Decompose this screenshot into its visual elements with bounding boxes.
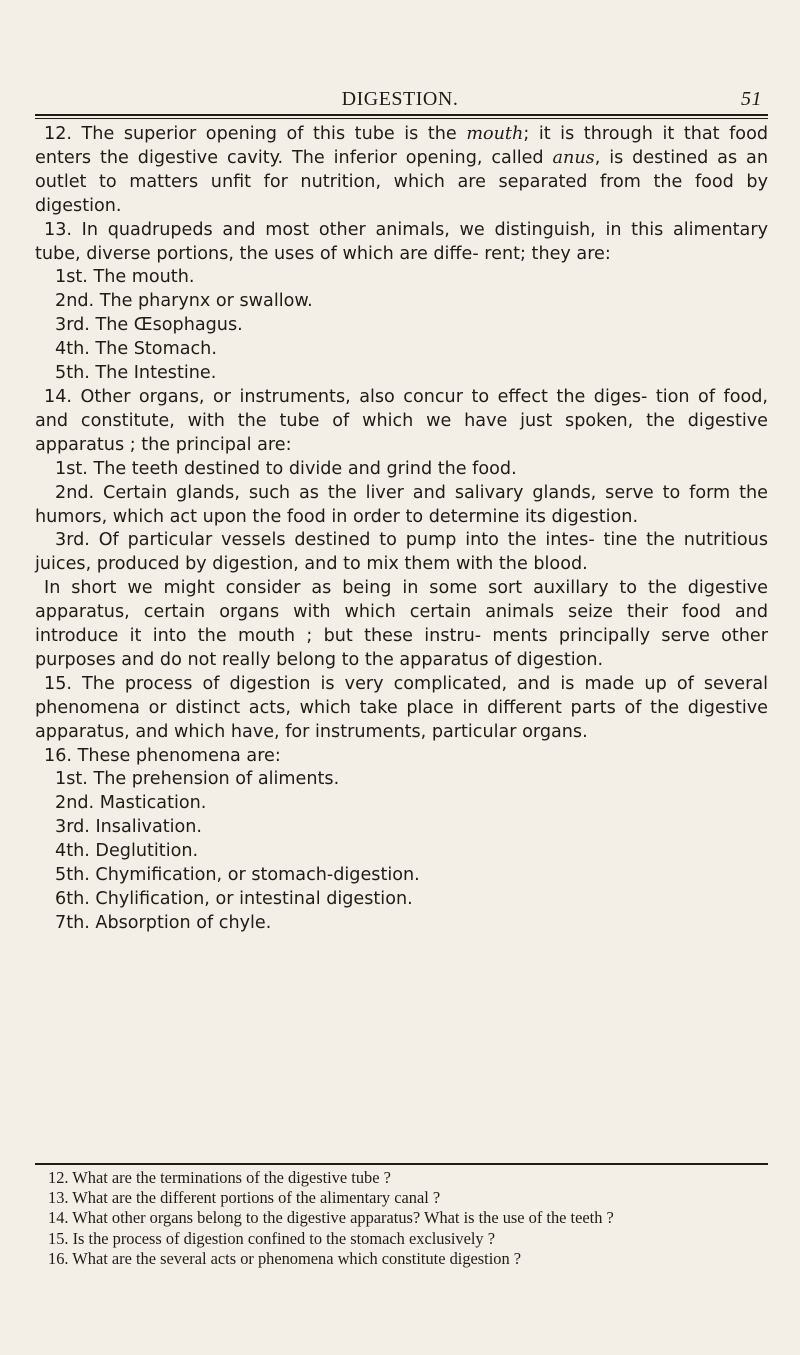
paragraph-14b: In short we might consider as being in some sort auxillary to the digestive apparatus, certain organs with which certain animals seize their food and introduce it into the mouth ; but these instru- ments principally serve other purposes and do not really belong to the apparatus of digestion. — [35, 578, 768, 670]
list-item: 6th. Chylification, or intestinal digestion. — [55, 889, 413, 909]
paragraph-12 — [35, 123, 768, 219]
list-item: 3rd. The Œsophagus. — [55, 315, 243, 336]
list-item: 7th. Absorption of chyle. — [55, 912, 272, 933]
question-12: 12. What are the terminations of the digestive tube ? — [48, 1168, 391, 1187]
list-item: 1st. The mouth. — [55, 267, 195, 288]
list-item: 3rd. Of particular vessels destined to pump into the intes- tine the nutritious juices, produced by digestion, and to mix them with the blood. — [35, 530, 768, 575]
list-item: 3rd. Insalivation. — [55, 817, 203, 838]
italic-term-mouth: mouth — [466, 124, 524, 144]
main-text — [35, 123, 768, 936]
list-item: 4th. The Stomach. — [55, 339, 217, 360]
paragraph-13: 13. In quadrupeds and most other animals, we distinguish, in this alimentary tube, diverse portions, the uses of which are diffe- rent; they are: — [35, 219, 768, 264]
list-item: 4th. Deglutition. — [55, 841, 199, 862]
italic-term-anus: anus — [552, 147, 595, 168]
list-item: 2nd. Certain glands, such as the liver and salivary glands, serve to form the humors, which act upon the food in order to determine its digestion. — [35, 482, 768, 527]
question-13: 13. What are the different portions of the alimentary canal ? — [48, 1188, 441, 1208]
list-item: 5th. Chymification, or stomach-digestion. — [55, 865, 420, 886]
list-item: 1st. The prehension of aliments. — [55, 769, 340, 790]
list-item: 5th. The Intestine. — [55, 363, 217, 384]
review-questions — [35, 1168, 768, 1269]
list-item: 1st. The teeth destined to divide and grind the food. — [55, 458, 517, 479]
list-item: 2nd. The pharynx or swallow. — [55, 291, 313, 312]
questions-rule — [35, 1163, 768, 1165]
question-14: 14. What other organs belong to the digestive apparatus? What is the use of the teeth ? — [48, 1208, 614, 1228]
paragraph-16: 16. These phenomena are: — [44, 745, 281, 766]
question-15: 15. Is the process of digestion confined to the stomach exclusively ? — [48, 1228, 495, 1248]
paragraph-15: 15. The process of digestion is very complicated, and is made up of several phenomena or distinct acts, which take place in different parts of the digestive apparatus, and which have, for instruments, particular organs. — [35, 673, 768, 742]
paragraph-12-part-c: , is destined as an outlet to matters unfit for nutrition, which are separated from the food by digestion. — [35, 147, 768, 216]
chapter-title: DIGESTION. — [341, 88, 459, 110]
header-rule-thin — [35, 118, 768, 119]
running-header — [30, 88, 770, 114]
page-number: 51 — [741, 88, 762, 110]
paragraph-12-part-b: ; it is through it that food enters the digestive cavity. The inferior opening, called — [35, 124, 769, 168]
header-rule — [35, 114, 768, 116]
paragraph-12-part-a: 12. The superior opening of this tube is the — [44, 124, 467, 144]
list-item: 2nd. Mastication. — [55, 793, 207, 814]
paragraph-14: 14. Other organs, or instruments, also concur to effect the diges- tion of food, and constitute, with the tube of which we have just spoken, the digestive apparatus ; the principal are: — [35, 386, 768, 455]
question-16: 16. What are the several acts or phenomena which constitute digestion ? — [48, 1248, 522, 1268]
